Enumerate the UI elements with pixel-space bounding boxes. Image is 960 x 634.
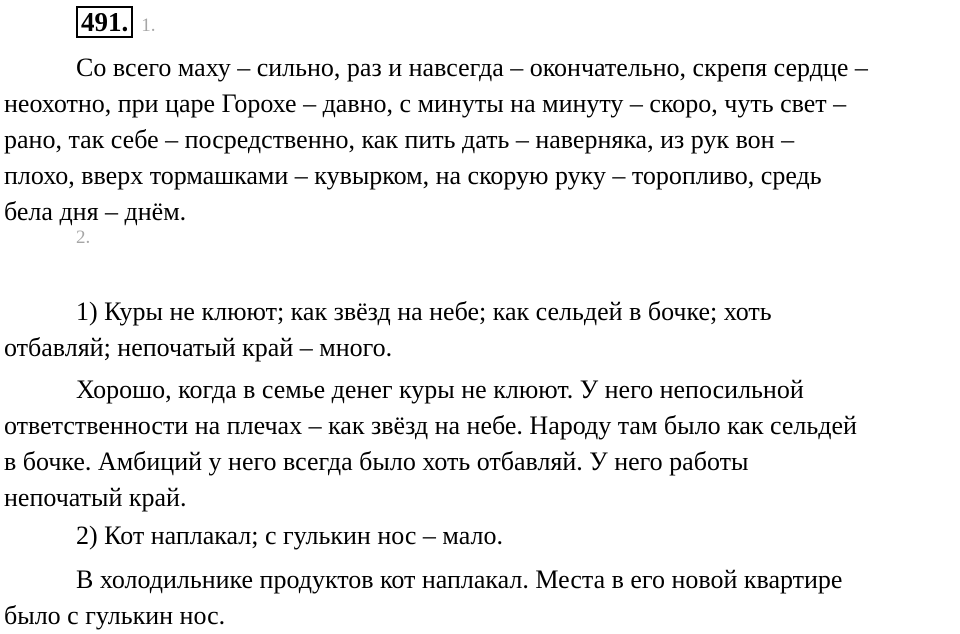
text-line: неохотно, при царе Горохе – давно, с минуты на минуту – скоро, чуть свет – [4,89,847,118]
exercise-number: 491. [76,6,133,38]
text-line: отбавляй; непочатый край – много. [4,333,393,362]
text-line: в бочке. Амбиций у него всегда было хоть отбавляй. У него работы [4,447,749,476]
subtask-number-1: 1. [141,15,156,36]
paragraph-group-2 [4,518,960,554]
text-line: рано, так себе – посредственно, как пить дать – наверняка, из рук вон – [4,125,795,154]
text-line: ответственности на плечах – как звёзд на небе. Народу там было как сельдей [4,411,857,440]
text-line: Со всего маху – сильно, раз и навсегда – окончательно, скрепя сердце – [76,53,868,82]
text-line: Хорошо, когда в семье денег куры не клюют. У него непосильной [76,375,804,404]
exercise-header [76,4,156,38]
subtask-number-2: 2. [76,227,91,248]
paragraph-answer-1 [4,50,960,230]
paragraph-example-2 [4,562,960,634]
text-line: непочатый край. [4,483,187,512]
text-line: 1) Куры не клюют; как звёзд на небе; как сельдей в бочке; хоть [76,297,772,326]
text-line: плохо, вверх тормашками – кувырком, на скорую руку – торопливо, средь [4,161,822,190]
paragraph-example-1 [4,372,960,516]
paragraph-group-1 [4,294,960,366]
text-line: было с гулькин нос. [4,601,226,630]
text-line: бела дня – днём. [4,197,187,226]
text-line: 2) Кот наплакал; с гулькин нос – мало. [76,521,503,550]
text-line: В холодильнике продуктов кот наплакал. Места в его новой квартире [76,565,843,594]
